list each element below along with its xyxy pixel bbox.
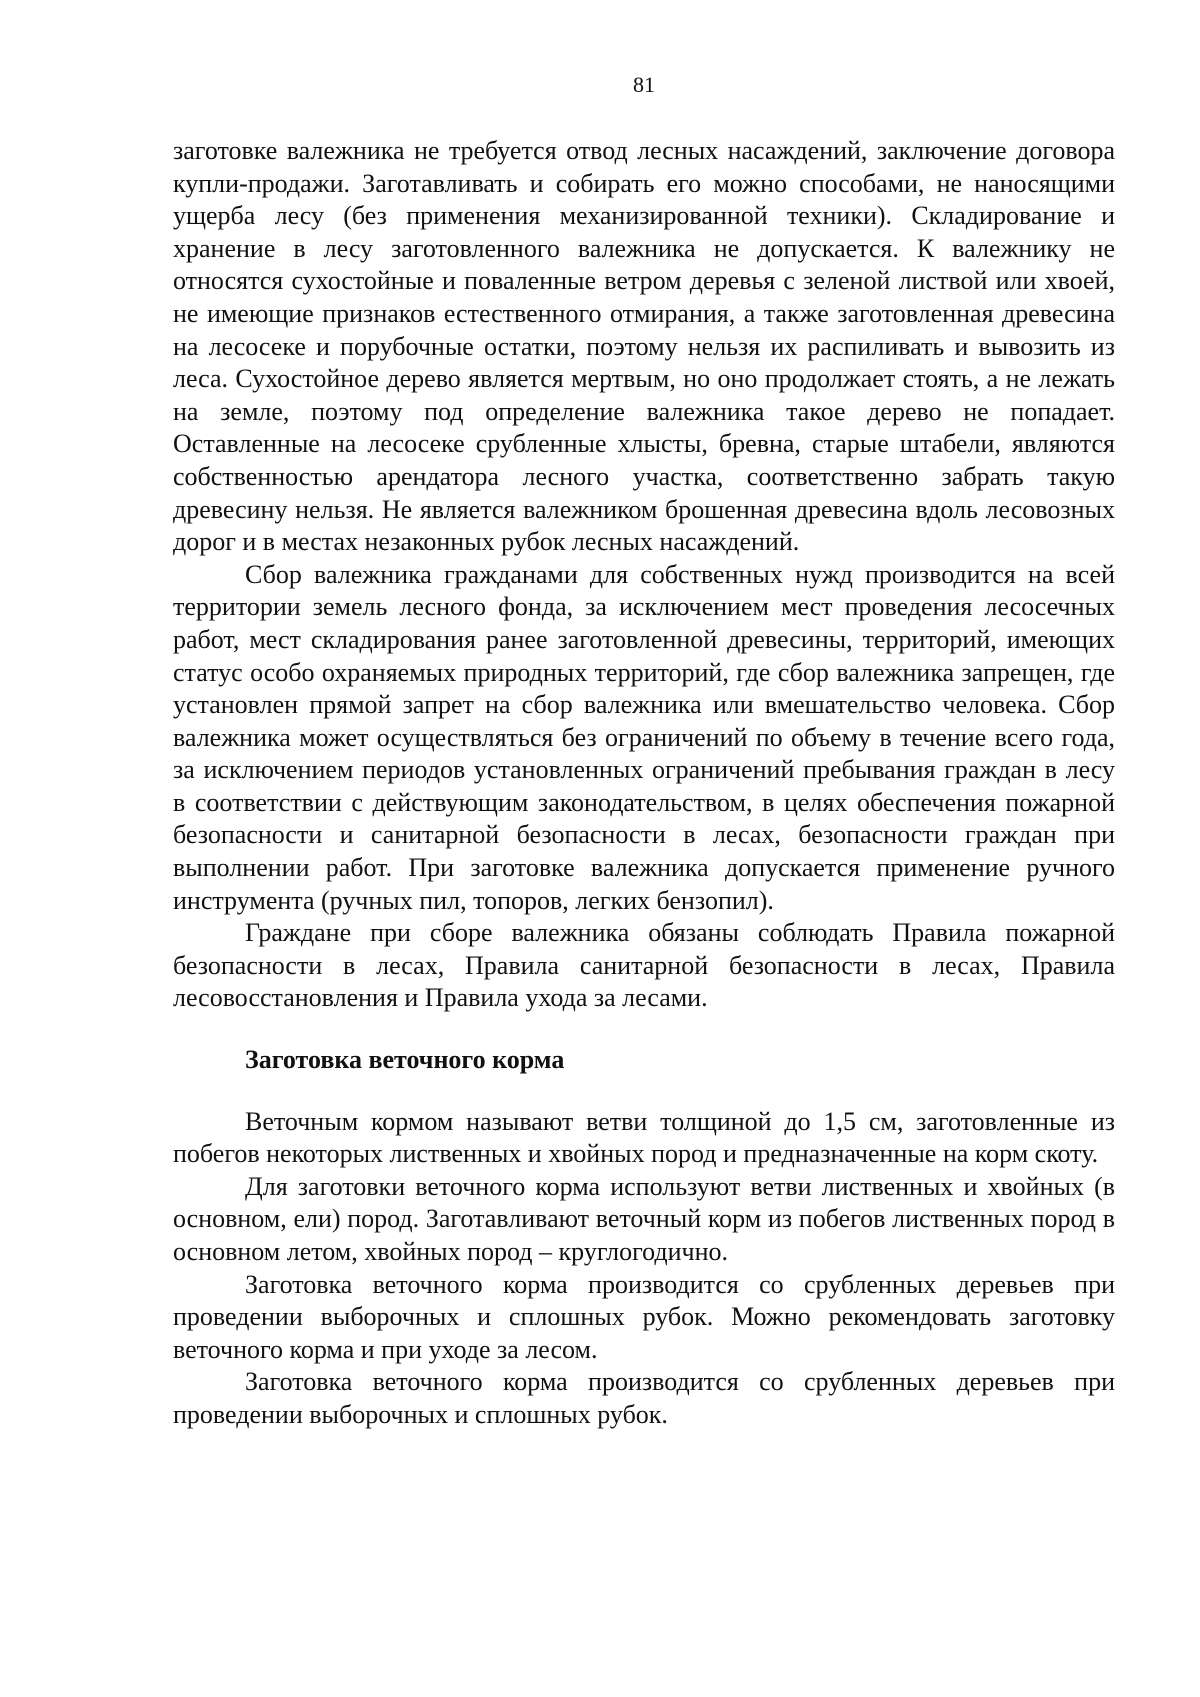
paragraph: Граждане при сборе валежника обязаны соблюдать Правила пожарной безопасности в лесах, Правила санитарной безопасности в лесах, Правила лесовосстановления и Правила ухода за лесами. (173, 918, 1115, 1013)
document-body (173, 135, 1115, 1432)
paragraph: Для заготовки веточного корма используют ветви лиственных и хвойных (в основном, ели) пород. Заготавливают веточный корм из побегов лиственных пород в основном летом, хвойных пород – круглогодично. (173, 1171, 1115, 1266)
section-heading: Заготовка веточного корма (245, 1045, 565, 1075)
paragraph: Сбор валежника гражданами для собственных нужд производится на всей территории земель лесного фонда, за исключением мест проведения лесосечных работ, мест складирования ранее заготовленной древесины, территорий, имеющих статус особо охраняемых природных территорий, где сбор валежника запрещен, где установлен прямой запрет на сбор валежника или вмешательство человека. Сбор валежника может осуществляться без ограничений по объему в течение всего года, за исключением периодов установленных ограничений пребывания граждан в лесу в соответствии с действующим законодательством, в целях обеспечения пожарной безопасности и санитарной безопасности в лесах, безопасности граждан при выполнении работ. При заготовке валежника допускается применение ручного инструмента (ручных пил, топоров, легких бензопил). (173, 559, 1115, 915)
page-number: 81 (633, 72, 655, 97)
paragraph: Заготовка веточного корма производится со срубленных деревьев при проведении выборочных и сплошных рубок. Можно рекомендовать заготовку веточного корма и при уходе за лесом. (173, 1269, 1115, 1364)
paragraph: Заготовка веточного корма производится со срубленных деревьев при проведении выборочных и сплошных рубок. (173, 1367, 1115, 1429)
paragraph-continued: заготовке валежника не требуется отвод лесных насаждений, заключение договора купли-продажи. Заготавливать и собирать его можно способами, не наносящими ущерба лесу (без применения механизированной техники). Складирование и хранение в лесу заготовленного валежника не допускается. К валежнику не относятся сухостойные и поваленные ветром деревья с зеленой листвой или хвоей, не имеющие признаков естественного отмирания, а также заготовленная древесина на лесосеке и порубочные остатки, поэтому нельзя их распиливать и вывозить из леса. Сухостойное дерево является мертвым, но оно продолжает стоять, а не лежать на земле, поэтому под определение валежника такое дерево не попадает. Оставленные на лесосеке срубленные хлысты, бревна, старые штабели, являются собственностью арендатора лесного участка, соответственно забрать такую древесину нельзя. Не является валежником брошенная древесина вдоль лесовозных дорог и в местах незаконных рубок лесных насаждений. (173, 136, 1115, 557)
paragraph: Веточным кормом называют ветви толщиной до 1,5 см, заготовленные из побегов некоторых лиственных и хвойных пород и предназначенные на корм скоту. (173, 1106, 1115, 1169)
